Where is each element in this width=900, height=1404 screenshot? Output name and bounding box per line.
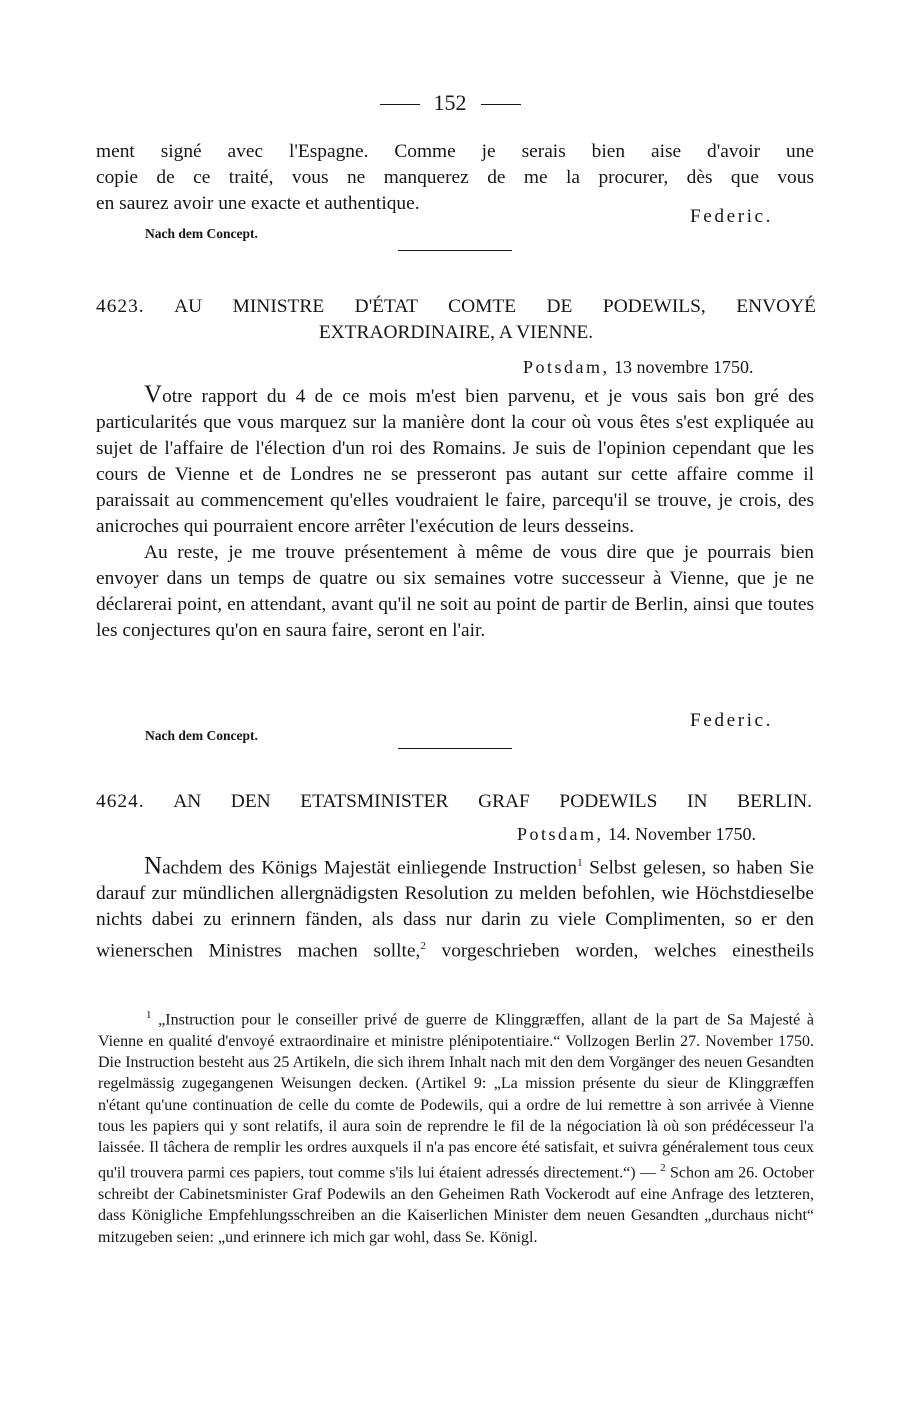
letter-4622-signature: Federic. bbox=[690, 206, 773, 227]
letter-4623-number: 4623. bbox=[96, 296, 145, 317]
letter-4624-title bbox=[96, 789, 812, 815]
separator-rule-2 bbox=[398, 748, 512, 749]
letter-4624-part-3: vorgeschrieben worden, welches einestheils bbox=[425, 940, 814, 962]
footnote-2-mark: 2 bbox=[660, 1162, 666, 1175]
letter-4623-title-line-1 bbox=[96, 294, 816, 320]
footnote-ref-2: 2 bbox=[420, 940, 426, 953]
footnote-ref-1: 1 bbox=[577, 857, 583, 869]
footnote-1-text: „Instruction pour le conseiller privé de guerre de Klinggræffen, allant de la part de Sa Majesté à Vienne en qualité d'envoyé extraordinaire et ministre plénipotentiaire.“ Vollzogen Berlin 27. November 1750. Die Instruction besteht aus 25 Artikeln, die sich ihrem Inhalt nach mit den dem Vorgänger des neuen Gesandten regelmässig zugegangenen Weisungen decken. (Artikel 9: „La mission présente du sieur de Klinggræffen n'étant qu'une continuation de celle du comte de Podewils, qui a ordre de lui remettre à son arrivée à Vienne tous les papiers qui y sont relatifs, il aura soin de reprendre le fil de la négociation là où son prédécesseur l'a laissée. Il tâchera de remplir les ordres auxquels il n'a pas encore été satisfait, et suivra généralement tous ceux qu'il trouvera parmi ces papiers, tout comme s'ils lui étaient adressés directement.“) — bbox=[98, 1011, 814, 1182]
letter-4623-paragraph-1-text: otre rapport du 4 de ce mois m'est bien parvenu, et je vous sais bon gré des particularités que vous marquez sur la manière dont la cour où vous êtes s'est expliquée au sujet de l'affaire de l'élection d'un roi des Romains. Je suis de l'opinion cependant que les cours de Vienne et de Londres ne se presseront pas autant sur cette affaire comme il paraissait au commencement qu'elles voudraient le faire, parcequ'il se trouve, je crois, des anicroches qui pourraient encore arrêter l'exécution de leurs desseins. bbox=[96, 386, 814, 537]
letter-4623-signature: Federic. bbox=[690, 710, 773, 731]
letter-4624-part-1: achdem des Königs Majestät einliegende Instruction bbox=[162, 857, 578, 879]
letter-4624-dateline bbox=[517, 824, 756, 845]
letter-4623-paragraph-2: Au reste, je me trouve présentement à même de vous dire que je pourrais bien envoyer dans un temps de quatre ou six semaines votre successeur à Vienne, que je ne déclarerai point, en attendant, avant qu'il ne soit au point de partir de Berlin, ainsi que toutes les conjectures qu'on en saura faire, seront en l'air. bbox=[96, 542, 814, 641]
letter-4623-body bbox=[96, 382, 814, 644]
letter-4623-date: 13 novembre 1750. bbox=[614, 357, 754, 377]
footnote-1-mark: 1 bbox=[146, 1009, 152, 1021]
letter-4623-paragraph-1 bbox=[96, 382, 814, 540]
letter-4624-title-text: AN DEN ETATSMINISTER GRAF PODEWILS IN BERLIN. bbox=[173, 791, 812, 812]
letter-4624-paragraph bbox=[96, 850, 814, 965]
page-header bbox=[0, 90, 900, 116]
letter-4624-initial: N bbox=[144, 852, 163, 880]
header-dash-left bbox=[380, 104, 420, 105]
letter-4623-title-line-2: EXTRAORDINAIRE, A VIENNE. bbox=[318, 322, 594, 343]
letter-4622-line-3: en saurez avoir une exacte et authentique. bbox=[96, 193, 420, 214]
letter-4624-date-place: Potsdam, bbox=[517, 824, 604, 844]
letter-4623-source: Nach dem Concept. bbox=[145, 728, 258, 743]
letter-4623-title-text: AU MINISTRE D'ÉTAT COMTE DE PODEWILS, ENVOYÉ bbox=[174, 296, 816, 317]
letter-4624-date: 14. November 1750. bbox=[608, 824, 756, 844]
separator-rule bbox=[398, 250, 512, 251]
footnote-2-text: Schon am 26. October schreibt der Cabinetsminister Graf Podewils an den Geheimen Rath Vockerodt auf eine Anfrage des letzteren, dass Königliche Empfehlungsschreiben an die Kaiserlichen Minister dem neuen Gesandten „durchaus nicht“ mitzugeben seien: „und erinnere ich mich gar wohl, dass Se. Königl. bbox=[98, 1164, 815, 1246]
letter-4622-line-1: ment signé avec l'Espagne. Comme je serais bien aise d'avoir une bbox=[96, 141, 814, 162]
header-dash-right bbox=[481, 104, 521, 105]
letter-4624-number: 4624. bbox=[96, 791, 145, 812]
letter-4622-line-2: copie de ce traité, vous ne manquerez de me la procurer, dès que vous bbox=[96, 167, 814, 188]
footnotes-block bbox=[98, 1005, 814, 1248]
letter-4622-source: Nach dem Concept. bbox=[145, 226, 258, 241]
page-number: 152 bbox=[433, 90, 467, 115]
letter-4623-dateline bbox=[523, 357, 754, 378]
letter-4623-date-place: Potsdam, bbox=[523, 357, 610, 377]
letter-4624-body bbox=[96, 850, 814, 965]
letter-4624-part-2: Selbst gelesen, so haben Sie darauf zur mündlichen allergnädigsten Resolution zu melden befohlen, wie Höchstdieselbe nichts dabei zu erinnern fänden, als dass nur darin zu viele Complimenten, so er den wienerschen Ministres machen sollte, bbox=[96, 857, 814, 962]
letter-4623-initial: V bbox=[144, 381, 163, 408]
